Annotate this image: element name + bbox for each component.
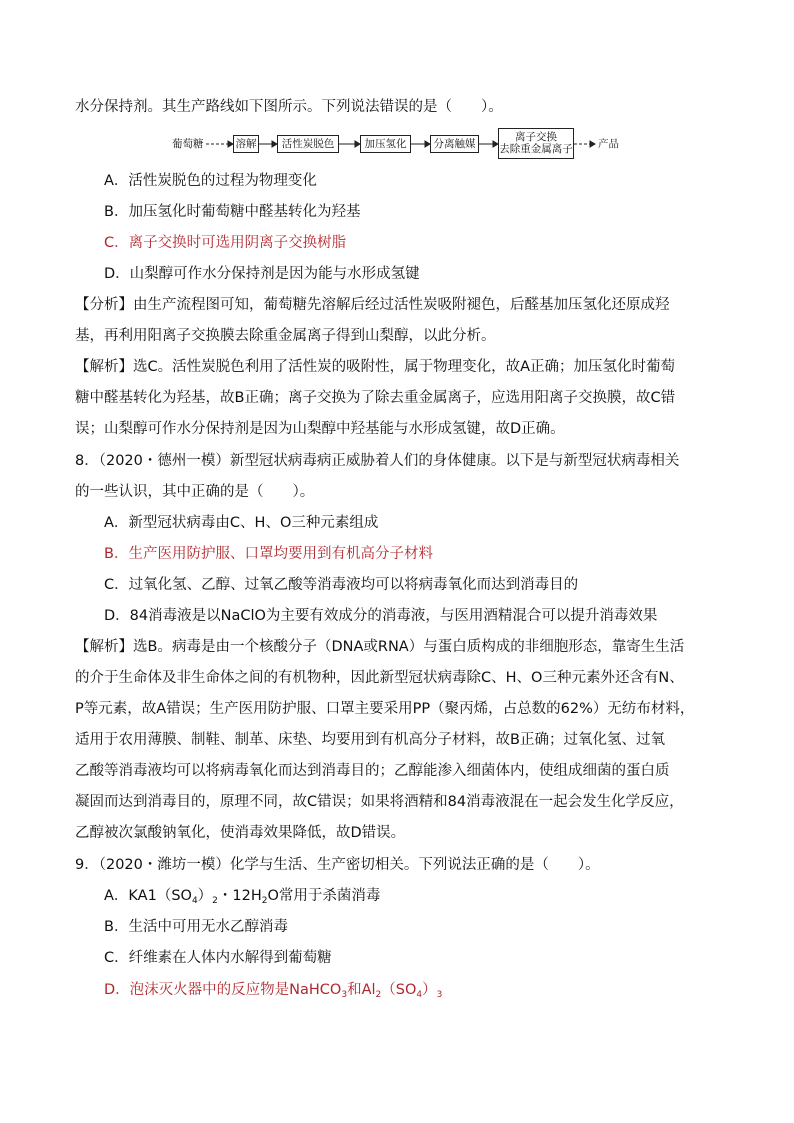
q8-option-b-answer: B．生产医用防护服、口罩均要用到有机高分子材料: [104, 546, 433, 562]
q8-solution-line: 的介于生命体及非生命体之间的有机物种，因此新型冠状病毒除C、H、O三种元素外还含有N、: [75, 670, 684, 686]
q7-solution-line: 糖中醛基转化为羟基，故B正确；离子交换为了除去重金属离子，应选用阳离子交换膜，故C错: [75, 390, 676, 406]
q7-analysis-line: 【分析】由生产流程图可知，葡萄糖先溶解后经过活性炭吸附褪色，后醛基加压氢化还原成羟: [75, 297, 670, 313]
q7-option-d: D．山梨醇可作水分保持剂是因为能与水形成氢键: [104, 266, 420, 282]
q9-option-b: B．生活中可用无水乙醇消毒: [104, 919, 288, 935]
q8-solution-line: P等元素，故A错误；生产医用防护服、口罩主要采用PP（聚丙烯，占总数的62%）无纺布材料，: [75, 701, 695, 717]
q8-solution-line: 适用于农用薄膜、制鞋、制革、床垫、均要用到有机高分子材料，故B正确；过氧化氢、过氧: [75, 732, 665, 748]
q8-solution-line: 【解析】选B。病毒是由一个核酸分子（DNA或RNA）与蛋白质构成的非细胞形态，靠寄生生活: [75, 639, 685, 655]
q8-stem-line: 8．（2020・德州一模）新型冠状病毒病正威胁着人们的身体健康。以下是与新型冠状病毒相关: [75, 453, 680, 469]
flow-step-decolor: 活性炭脱色: [277, 135, 339, 153]
q8-stem-line: 的一些认识，其中正确的是（ ）。: [75, 484, 315, 500]
q9-option-a: A．$KA1(SO_4)_2$・$12H_2O$常用于杀菌消毒: [104, 888, 381, 906]
q7-stem-tail: 水分保持剂。其生产路线如下图所示。下列说法错误的是（ ）。: [75, 99, 503, 115]
flow-step-separation: 分离触媒: [430, 135, 479, 153]
q7-option-c-answer: C．离子交换时可选用阴离子交换树脂: [104, 235, 347, 251]
q9-option-c: C．纤维素在人体内水解得到葡萄糖: [104, 950, 332, 966]
q8-solution-line: 乙酸等消毒液均可以将病毒氧化而达到消毒目的；乙醇能渗入细菌体内，使组成细菌的蛋白质: [75, 763, 670, 779]
q9-option-d-answer: D．泡沫灭火器中的反应物是NaHCO$_3$和$Al_2(SO_4)_3$: [104, 982, 443, 1000]
q7-analysis-line: 基，再利用阳离子交换膜去除重金属离子得到山梨醇，以此分析。: [75, 328, 496, 344]
production-flowchart: [172, 131, 632, 161]
q7-solution-line: 误；山梨醇可作水分保持剂是因为山梨醇中羟基能与水形成氢键，故D正确。: [75, 421, 565, 437]
q8-solution-line: 凝固而达到消毒目的，原理不同，故C错误；如果将酒精和84消毒液混在一起会发生化学反应，: [75, 794, 684, 810]
flow-step-ion-exchange: 离子交换 去除重金属离子: [498, 128, 574, 159]
q7-option-b: B．加压氢化时葡萄糖中醛基转化为羟基: [104, 204, 361, 220]
flow-step-dissolve: 溶解: [233, 135, 259, 153]
flow-start-label: 葡萄糖: [172, 138, 204, 150]
q8-option-a: A．新型冠状病毒由C、H、O三种元素组成: [104, 515, 379, 531]
flow-end-label: 产品: [598, 138, 619, 150]
q8-option-c: C．过氧化氢、乙醇、过氧乙酸等消毒液均可以将病毒氧化而达到消毒目的: [104, 577, 579, 593]
q8-option-d: D．84消毒液是以NaClO为主要有效成分的消毒液，与医用酒精混合可以提升消毒效果: [104, 608, 658, 624]
q7-option-a: A．活性炭脱色的过程为物理变化: [104, 173, 317, 189]
q9-stem: 9．（2020・潍坊一模）化学与生活、生产密切相关。下列说法正确的是（ ）。: [75, 857, 600, 873]
q7-solution-line: 【解析】选C。活性炭脱色利用了活性炭的吸附性，属于物理变化，故A正确；加压氢化时葡萄: [75, 359, 676, 375]
flow-step-hydrogenation: 加压氢化: [360, 135, 411, 153]
q8-solution-line: 乙醇被次氯酸钠氧化，使消毒效果降低，故D错误。: [75, 825, 406, 841]
